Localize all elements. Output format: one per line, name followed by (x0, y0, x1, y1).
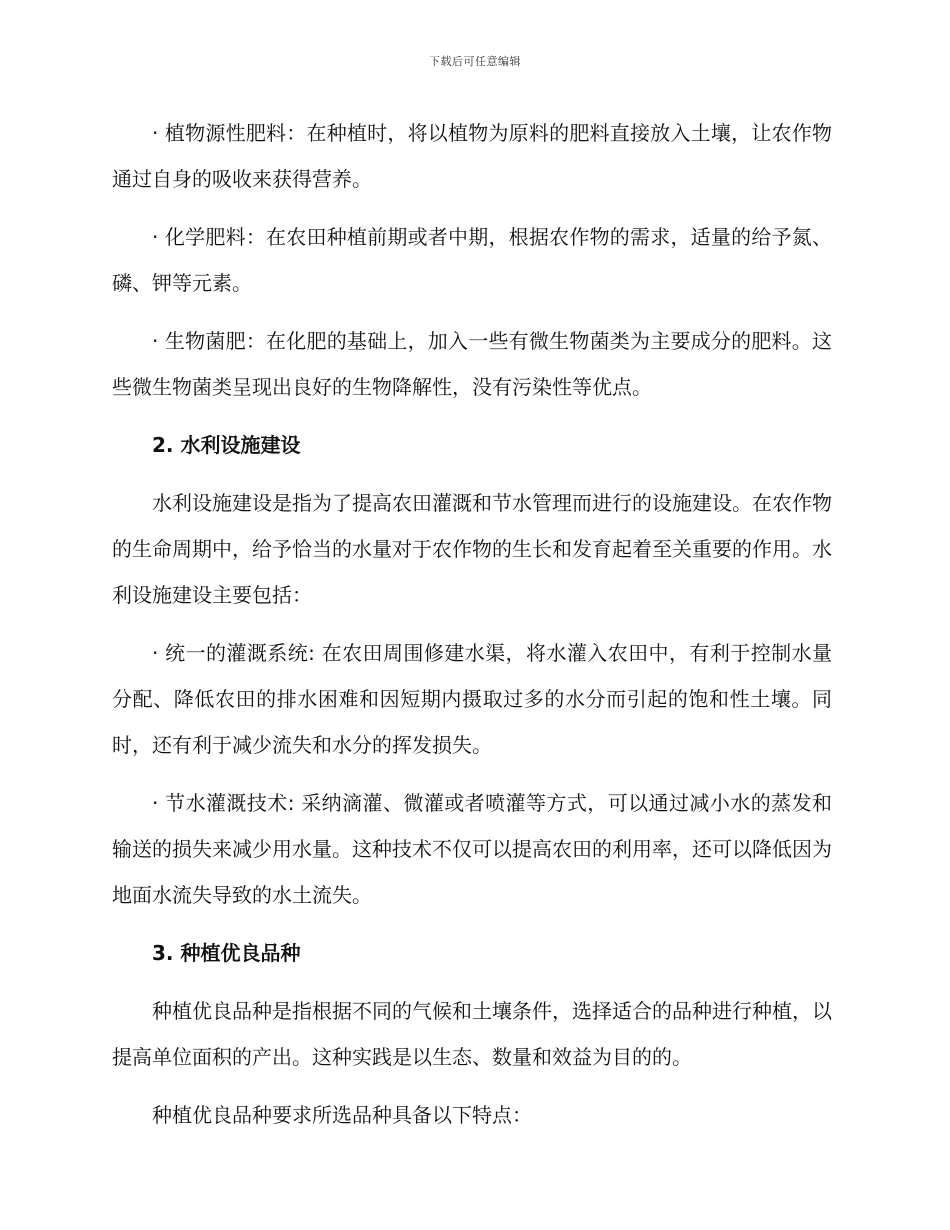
header-note: 下载后可任意编辑 (429, 55, 521, 68)
document-body (112, 110, 832, 1150)
paragraph-water-facilities-intro: 水利设施建设是指为了提高农田灌溉和节水管理而进行的设施建设。在农作物的生命周期中，给予恰当的水量对于农作物的生长和发育起着至关重要的作用。水利设施建设主要包括： (112, 491, 832, 607)
section-heading-fine-varieties: 3. 种植优良品种 (152, 941, 301, 965)
paragraph-chemical-fertilizer: · 化学肥料：在农田种植前期或者中期，根据农作物的需求，适量的给予氮、磷、钾等元素。 (112, 225, 832, 295)
paragraph-fine-varieties-intro: 种植优良品种是指根据不同的气候和土壤条件，选择适合的品种进行种植，以提高单位面积的产出。这种实践是以生态、数量和效益为目的的。 (112, 999, 832, 1069)
paragraph-water-saving: · 节水灌溉技术: 采纳滴灌、微灌或者喷灌等方式，可以通过减小水的蒸发和输送的损失来减少用水量。这种技术不仅可以提高农田的利用率，还可以降低因为地面水流失导致的水土流失。 (112, 791, 832, 907)
paragraph-bio-fertilizer: · 生物菌肥：在化肥的基础上，加入一些有微生物菌类为主要成分的肥料。这些微生物菌类呈现出良好的生物降解性，没有污染性等优点。 (112, 329, 832, 399)
paragraph-irrigation-system: · 统一的灌溉系统: 在农田周围修建水渠，将水灌入农田中，有利于控制水量分配、降低农田的排水困难和因短期内摄取过多的水分而引起的饱和性土壤。同时，还有利于减少流失和水分的挥发损失。 (112, 641, 832, 757)
paragraph-fine-varieties-requirements: 种植优良品种要求所选品种具备以下特点： (152, 1103, 532, 1127)
section-heading-water-facilities: 2. 水利设施建设 (152, 433, 301, 457)
paragraph-plant-fertilizer: · 植物源性肥料：在种植时，将以植物为原料的肥料直接放入土壤，让农作物通过自身的吸收来获得营养。 (112, 121, 832, 191)
